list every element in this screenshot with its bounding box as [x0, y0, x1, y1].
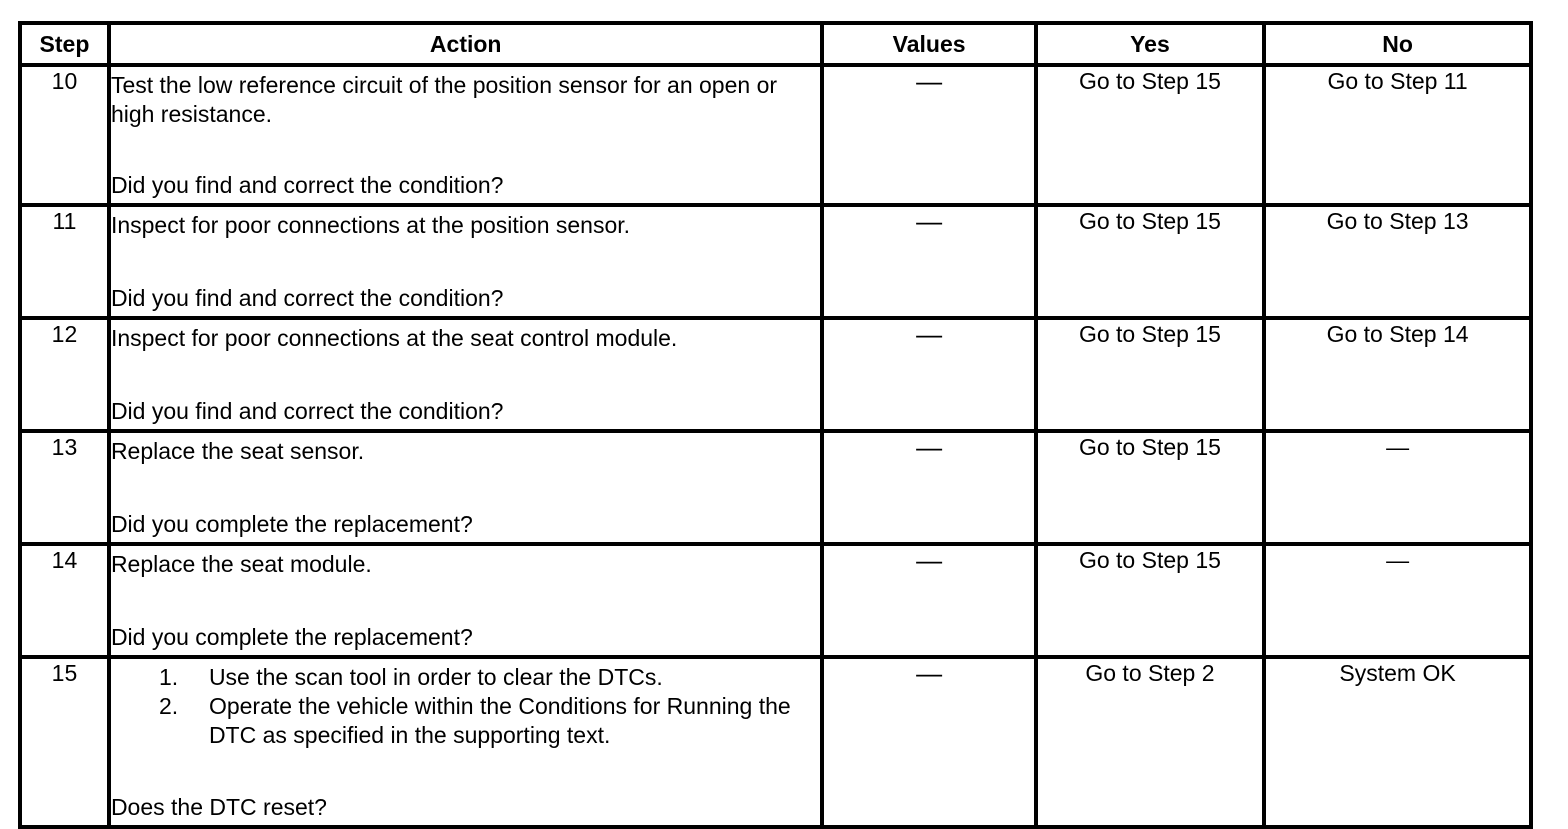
values-dash: — — [916, 432, 943, 462]
step-number: 13 — [20, 431, 109, 544]
values-dash: — — [916, 206, 943, 236]
yes-cell: Go to Step 15 — [1036, 544, 1264, 657]
yes-cell: Go to Step 15 — [1036, 431, 1264, 544]
step-number: 14 — [20, 544, 109, 657]
values-cell — [822, 205, 1035, 318]
action-cell — [109, 318, 823, 431]
action-text: Inspect for poor connections at the seat control module. — [110, 325, 678, 351]
values-dash: — — [916, 319, 943, 349]
action-question: Did you complete the replacement? — [110, 511, 473, 537]
table-row — [20, 205, 1531, 318]
no-cell: Go to Step 14 — [1264, 318, 1531, 431]
values-dash: — — [916, 66, 943, 96]
list-item — [111, 692, 821, 750]
header-no: No — [1264, 23, 1531, 65]
no-cell: — — [1264, 431, 1531, 544]
values-cell — [822, 544, 1035, 657]
step-number: 15 — [20, 657, 109, 827]
action-question: Did you complete the replacement? — [110, 624, 473, 650]
table-row — [20, 657, 1531, 827]
no-cell: — — [1264, 544, 1531, 657]
action-question: Did you find and correct the condition? — [110, 285, 504, 311]
values-dash: — — [916, 545, 943, 575]
values-dash: — — [916, 658, 943, 688]
no-cell: System OK — [1264, 657, 1531, 827]
action-question: Did you find and correct the condition? — [110, 172, 504, 198]
list-item-text: Operate the vehicle within the Conditions for Running the DTC as specified in the supporting text. — [208, 693, 791, 748]
yes-cell: Go to Step 15 — [1036, 205, 1264, 318]
numbered-list — [111, 663, 821, 750]
action-cell — [109, 657, 823, 827]
table-row — [20, 544, 1531, 657]
diagnostic-table — [18, 21, 1533, 829]
action-question: Does the DTC reset? — [110, 794, 327, 820]
action-text: Replace the seat module. — [110, 551, 372, 577]
action-text: Inspect for poor connections at the position sensor. — [110, 212, 631, 238]
table-row — [20, 318, 1531, 431]
action-cell — [109, 544, 823, 657]
step-number: 12 — [20, 318, 109, 431]
action-text: Replace the seat sensor. — [110, 438, 365, 464]
list-item-text: Use the scan tool in order to clear the DTCs. — [208, 664, 663, 690]
header-action: Action — [109, 23, 823, 65]
values-cell — [822, 65, 1035, 205]
step-number: 11 — [20, 205, 109, 318]
no-cell: Go to Step 13 — [1264, 205, 1531, 318]
action-text: Test the low reference circuit of the position sensor for an open or high resistance. — [110, 72, 778, 127]
table-row — [20, 65, 1531, 205]
values-cell — [822, 657, 1035, 827]
yes-cell: Go to Step 2 — [1036, 657, 1264, 827]
no-cell: Go to Step 11 — [1264, 65, 1531, 205]
list-item — [111, 663, 821, 692]
header-row — [20, 23, 1531, 65]
header-yes: Yes — [1036, 23, 1264, 65]
list-item-number: 1. — [158, 664, 179, 690]
list-item-number: 2. — [158, 693, 179, 719]
yes-cell: Go to Step 15 — [1036, 65, 1264, 205]
table-row — [20, 431, 1531, 544]
header-values: Values — [822, 23, 1035, 65]
action-cell — [109, 205, 823, 318]
action-question: Did you find and correct the condition? — [110, 398, 504, 424]
values-cell — [822, 431, 1035, 544]
yes-cell: Go to Step 15 — [1036, 318, 1264, 431]
action-cell — [109, 431, 823, 544]
values-cell — [822, 318, 1035, 431]
action-cell — [109, 65, 823, 205]
header-step: Step — [20, 23, 109, 65]
step-number: 10 — [20, 65, 109, 205]
